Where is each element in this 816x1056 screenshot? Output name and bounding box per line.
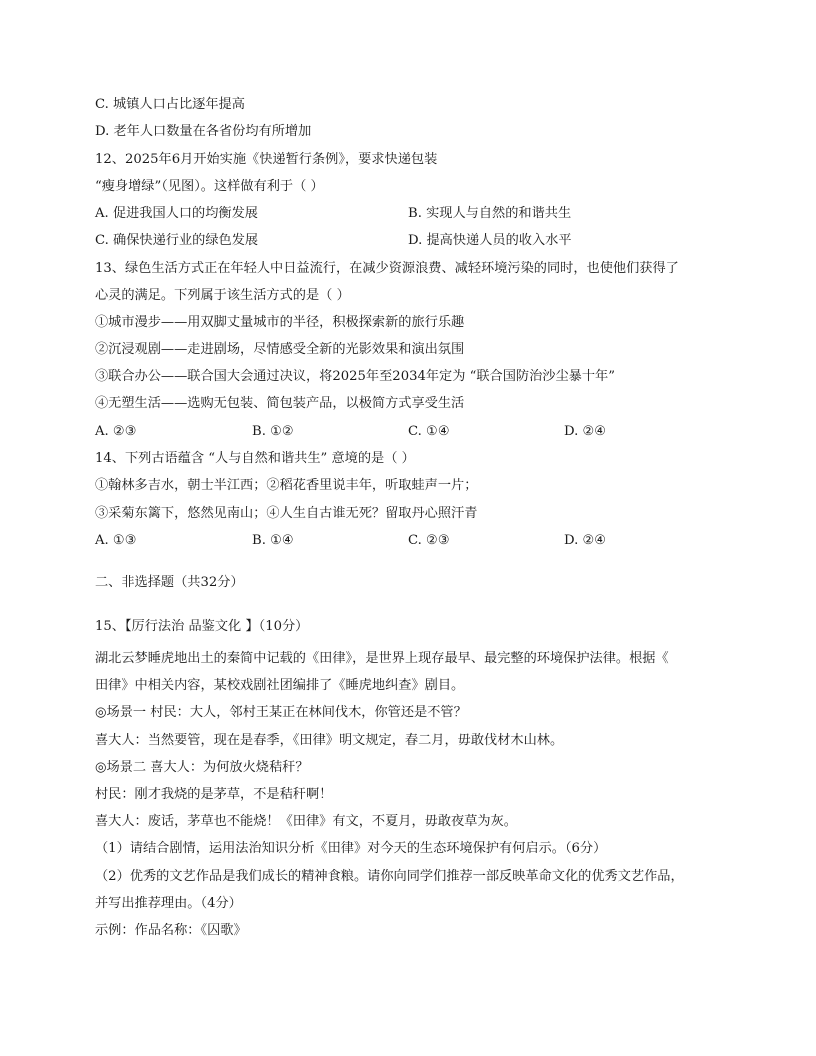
- q11-option-c: C. 城镇人口占比逐年提高: [95, 97, 245, 112]
- q13-stem-line1: 13、绿色生活方式正在年轻人中日益流行，在减少资源浪费、减轻环境污染的同时，也使他们获得了: [95, 261, 679, 276]
- q15-intro-line1: 湖北云梦睡虎地出土的秦简中记载的《田律》，是世界上现存最早、最完整的环境保护法律。根据《: [95, 651, 669, 666]
- q14-option-c: C. ②③: [408, 533, 450, 548]
- q11-option-d: D. 老年人口数量在各省份均有所增加: [95, 124, 312, 139]
- q13-item-4: ④无塑生活——选购无包装、简包装产品，以极简方式享受生活: [95, 396, 465, 411]
- q13-option-a: A. ②③: [95, 424, 137, 439]
- q12-stem-line2: “瘦身增绿”（见图）。这样做有利于（ ）: [95, 179, 324, 194]
- q12-option-b: B. 实现人与自然的和谐共生: [408, 206, 572, 221]
- q12-option-a: A. 促进我国人口的均衡发展: [95, 206, 258, 221]
- q15-example: 示例：作品名称：《囚歌》: [95, 923, 247, 938]
- q13-option-d: D. ②④: [564, 424, 607, 439]
- q13-option-b: B. ①②: [252, 424, 294, 439]
- q15-sub-question-1: （1）请结合剧情，运用法治知识分析《田律》对今天的生态环境保护有何启示。（6分）: [95, 841, 607, 856]
- q13-stem-line2: 心灵的满足。下列属于该生活方式的是（ ）: [95, 288, 350, 303]
- q14-option-a: A. ①③: [95, 533, 137, 548]
- q12-stem-line1: 12、2025年6月开始实施《快递暂行条例》，要求快递包装: [95, 152, 438, 167]
- q15-title: 15、【厉行法治 品鉴文化 】（10分）: [95, 619, 309, 634]
- q15-intro-line2: 田律》中相关内容，某校戏剧社团编排了《睡虎地纠查》剧目。: [95, 678, 465, 693]
- q15-scene2-line1: ◎场景二 喜大人：为何放火烧秸秆？: [95, 760, 309, 775]
- q14-stem: 14、下列古语蕴含 “人与自然和谐共生” 意境的是（ ）: [95, 451, 415, 466]
- q13-item-1: ①城市漫步——用双脚丈量城市的半径，积极探索新的旅行乐趣: [95, 315, 465, 330]
- q14-option-b: B. ①④: [252, 533, 294, 548]
- q13-option-c: C. ①④: [408, 424, 450, 439]
- q14-option-d: D. ②④: [564, 533, 607, 548]
- q14-items-line2: ③采菊东篱下，悠然见南山；④人生自古谁无死？留取丹心照汗青: [95, 506, 478, 521]
- q15-scene1-line1: ◎场景一 村民：大人，邻村王某正在林间伐木，你管还是不管？: [95, 705, 467, 720]
- q15-sub-question-2-line1: （2）优秀的文艺作品是我们成长的精神食粮。请你向同学们推荐一部反映革命文化的优秀文艺作品，: [95, 869, 684, 884]
- q12-option-c: C. 确保快递行业的绿色发展: [95, 233, 259, 248]
- q13-item-2: ②沉浸观剧——走进剧场，尽情感受全新的光影效果和演出氛围: [95, 342, 465, 357]
- q13-item-3: ③联合办公——联合国大会通过决议，将2025年至2034年定为 “联合国防治沙尘暴十年”: [95, 369, 615, 384]
- q12-option-d: D. 提高快递人员的收入水平: [408, 233, 572, 248]
- q14-items-line1: ①翰林多吉水，朝士半江西；②稻花香里说丰年，听取蛙声一片；: [95, 478, 478, 493]
- section-heading: 二、非选择题（共32分）: [95, 575, 244, 590]
- q15-scene1-line2: 喜大人：当然要管，现在是春季，《田律》明文规定，春二月，毋敢伐材木山林。: [95, 733, 564, 748]
- q15-sub-question-2-line2: 并写出推荐理由。（4分）: [95, 896, 242, 911]
- q15-scene2-line3: 喜大人：废话，茅草也不能烧！《田律》有文，不夏月，毋敢夜草为灰。: [95, 814, 517, 829]
- q15-scene2-line2: 村民：刚才我烧的是茅草，不是秸秆啊！: [95, 787, 333, 802]
